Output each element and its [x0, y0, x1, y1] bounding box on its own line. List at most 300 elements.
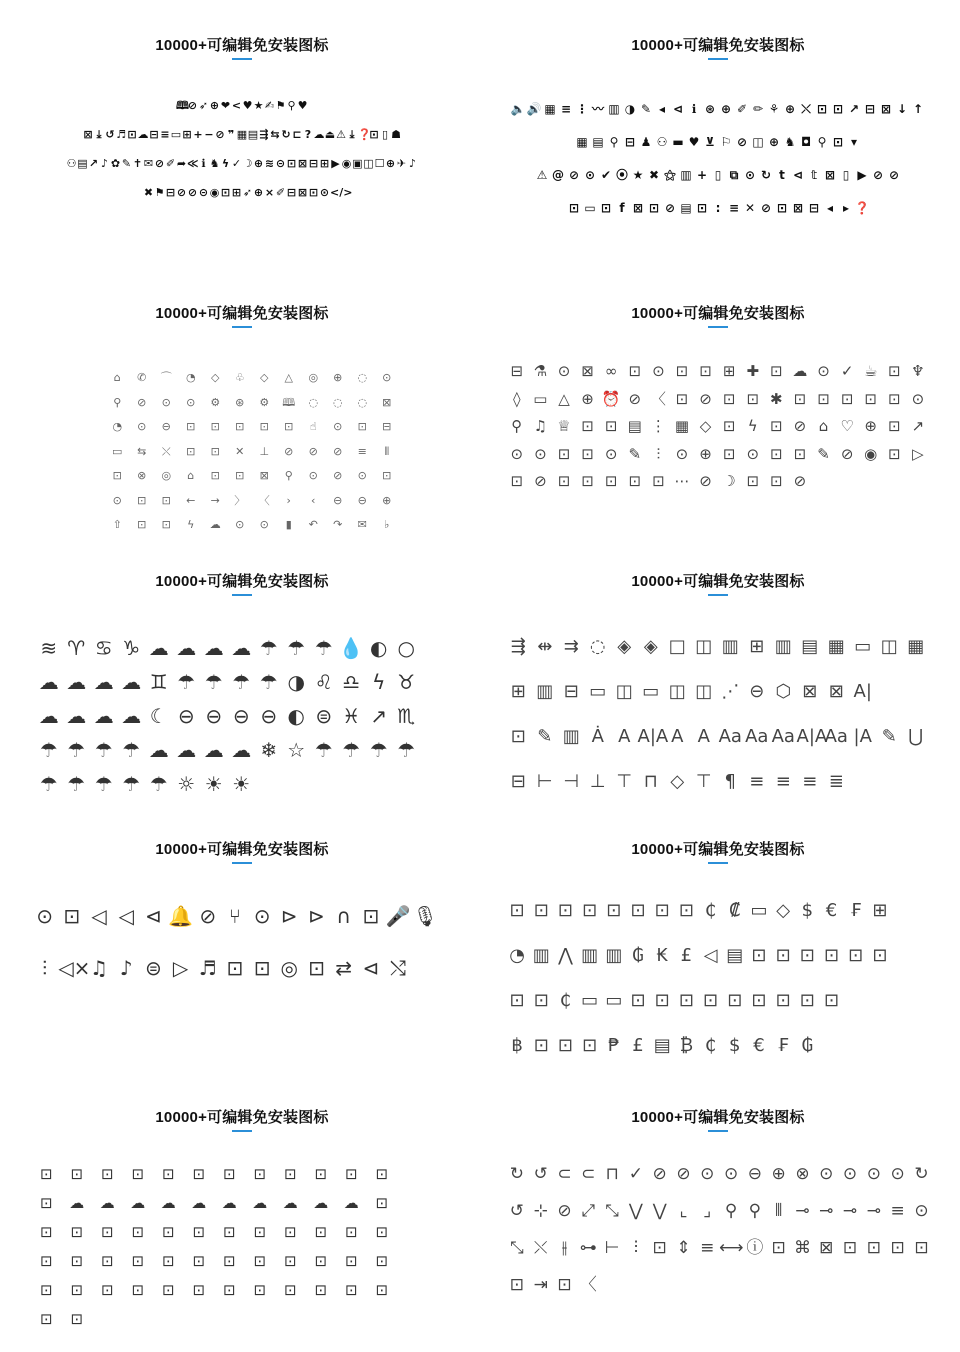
glyph-icon: ◔	[185, 371, 196, 384]
glyph-icon: ⊡	[751, 990, 767, 1011]
glyph-icon: ⊲	[144, 904, 162, 928]
glyph-icon: ⊡	[259, 420, 269, 433]
icon-panel-1	[5, 0, 479, 262]
glyph-icon: A	[618, 726, 631, 747]
glyph-icon: ▭	[605, 990, 623, 1011]
glyph-icon: ⚲	[817, 135, 827, 149]
glyph-icon: ⊡	[770, 472, 783, 490]
glyph-icon: ⋀	[558, 945, 573, 966]
glyph-icon: ⊡	[890, 1238, 905, 1258]
glyph-icon: ⊘	[284, 444, 294, 458]
title-underline	[232, 58, 252, 60]
glyph-icon: ⊡	[192, 1223, 206, 1241]
glyph-icon: ⊡	[39, 1194, 53, 1212]
glyph-icon: ⊘	[793, 472, 807, 490]
glyph-icon: ♟	[640, 135, 652, 149]
glyph-icon: ⊕	[720, 102, 732, 116]
glyph-icon: ⊡	[70, 1252, 84, 1270]
panel-title: 10000+可编辑免安装图标	[631, 841, 805, 858]
glyph-icon: ⚇	[66, 157, 77, 170]
glyph-icon: ⊡	[914, 1238, 929, 1258]
glyph-icon: ☂	[122, 738, 141, 762]
glyph-icon: ⊘	[736, 135, 748, 149]
glyph-icon: ⊙	[161, 395, 171, 409]
glyph-icon: ♌	[314, 670, 333, 694]
glyph-icon: ⊡	[314, 1281, 328, 1299]
glyph-icon: ⊡	[678, 900, 694, 921]
glyph-icon: ⊡	[510, 726, 526, 747]
glyph-icon: ⫶	[656, 444, 661, 463]
glyph-icon: ✆	[137, 371, 147, 384]
glyph-icon: ⊡	[283, 1165, 297, 1183]
glyph-icon: ↗	[88, 157, 99, 170]
glyph-icon: ⊡	[39, 1223, 53, 1241]
glyph-icon: ☆	[287, 738, 306, 762]
glyph-icon: ₣	[849, 900, 862, 921]
glyph-icon: £	[632, 1035, 644, 1056]
glyph-icon: ⊳	[280, 904, 298, 928]
glyph-icon: ✎	[628, 444, 642, 463]
glyph-icon: ⊡	[864, 389, 877, 408]
glyph-icon: +	[193, 128, 203, 141]
glyph-icon: ⊡	[192, 1252, 206, 1270]
glyph-icon: ▥	[581, 945, 599, 966]
glyph-icon: ⇆	[270, 128, 280, 141]
glyph-icon: ⊛	[704, 102, 716, 116]
glyph-icon: ⊡	[186, 420, 196, 433]
glyph-icon: ⊡	[137, 493, 147, 507]
glyph-icon: 🔊	[526, 102, 542, 116]
glyph-icon: ⊠	[297, 186, 308, 199]
glyph-icon: ◇	[260, 371, 269, 384]
glyph-icon: ⊙	[36, 904, 53, 928]
glyph-icon: ⊡	[210, 444, 220, 458]
title-underline	[708, 594, 728, 596]
icon-row	[505, 1203, 955, 1220]
glyph-icon: ⊞	[749, 636, 765, 657]
glyph-icon: ☕	[863, 362, 878, 380]
glyph-icon: ☂	[177, 670, 196, 694]
glyph-icon: ⊠	[632, 201, 644, 215]
glyph-icon: ⊡	[823, 990, 840, 1011]
icon-row	[105, 515, 479, 530]
glyph-icon: ◔	[112, 420, 123, 433]
icon-row	[5, 96, 479, 112]
glyph-icon: ⋁	[652, 1201, 667, 1221]
glyph-icon: ◑	[624, 102, 636, 116]
glyph-icon: ×	[264, 186, 275, 199]
glyph-icon: ▭	[589, 681, 607, 702]
panel-title: 10000+可编辑免安装图标	[631, 573, 805, 590]
glyph-icon: 𝕥	[810, 168, 818, 182]
glyph-icon: ⊡	[675, 362, 689, 380]
icon-row	[505, 902, 955, 920]
glyph-icon: ⌂	[113, 371, 121, 384]
glyph-icon: ♞	[209, 157, 220, 170]
glyph-icon: ☁	[66, 704, 87, 728]
glyph-icon: ☂	[314, 738, 333, 762]
glyph-icon: ⊡	[100, 1252, 114, 1270]
glyph-icon: ⊲	[792, 168, 804, 182]
glyph-icon: ⊘	[872, 168, 884, 182]
glyph-icon: ≡	[357, 444, 367, 458]
glyph-icon: ↺	[533, 1164, 548, 1184]
glyph-icon: ↻	[760, 168, 772, 182]
glyph-icon: ☂	[67, 772, 86, 796]
glyph-icon: ›	[286, 493, 291, 507]
glyph-icon: ₭	[656, 945, 668, 966]
glyph-icon: ⊕	[385, 157, 396, 170]
glyph-icon: ⊘	[699, 472, 712, 490]
glyph-icon: ⊤	[695, 771, 712, 792]
glyph-icon: ⊡	[235, 420, 245, 433]
glyph-icon: ⊙	[186, 395, 196, 409]
glyph-icon: 🔈	[510, 102, 526, 116]
glyph-icon: ⊡	[582, 1035, 598, 1056]
icon-row	[505, 1277, 955, 1294]
glyph-icon: ◌	[332, 395, 343, 409]
icon-row	[505, 683, 955, 701]
glyph-icon: ➶	[242, 186, 253, 199]
glyph-icon: ◇	[776, 900, 791, 921]
glyph-icon: ⊂	[581, 1164, 596, 1184]
glyph-icon: ⊙	[842, 1164, 858, 1184]
glyph-icon: |A	[853, 726, 872, 747]
glyph-icon: ⊡	[39, 1281, 53, 1299]
glyph-icon: ⤓	[349, 128, 355, 141]
glyph-icon: ⊸	[795, 1201, 810, 1221]
icon-row	[505, 363, 955, 379]
glyph-icon: ⊙	[382, 371, 392, 384]
glyph-icon: ⊟	[510, 771, 526, 792]
glyph-icon: ⊕	[253, 157, 264, 170]
glyph-icon: ⊡	[375, 1223, 389, 1241]
glyph-icon: ⊗	[137, 469, 147, 482]
glyph-icon: ⊠	[297, 157, 308, 170]
icon-panel-2	[481, 0, 955, 262]
glyph-icon: ☂	[397, 738, 416, 762]
glyph-icon: ⊠	[819, 1238, 834, 1258]
glyph-icon: ◫	[668, 681, 686, 702]
panel-title: 10000+可编辑免安装图标	[155, 37, 329, 54]
glyph-icon: ⊡	[557, 472, 571, 490]
title-underline	[708, 58, 728, 60]
glyph-icon: ❓	[854, 201, 870, 215]
glyph-icon: ↺	[509, 1201, 525, 1221]
glyph-icon: ☂	[314, 636, 333, 660]
glyph-icon: Aa	[771, 726, 795, 747]
glyph-icon: ⊡	[696, 201, 708, 215]
glyph-icon: ⚐	[720, 135, 732, 149]
glyph-icon: ⊡	[842, 1238, 858, 1258]
glyph-icon: ▭	[584, 201, 596, 215]
glyph-icon: ▭	[533, 389, 548, 408]
glyph-icon: ⊟	[308, 157, 319, 170]
glyph-icon: ☁	[231, 636, 252, 660]
glyph-icon: ⤭	[390, 956, 407, 980]
glyph-icon: ◫	[695, 681, 713, 702]
glyph-icon: ☀	[204, 772, 223, 796]
glyph-icon: ◈	[643, 636, 658, 657]
glyph-icon: ⊕	[209, 99, 220, 112]
glyph-icon: ✓	[231, 157, 242, 170]
glyph-icon: ⊠	[259, 469, 269, 482]
glyph-icon: ⊝	[275, 157, 286, 170]
glyph-icon: ⊙	[333, 420, 343, 433]
glyph-icon: ⊙	[557, 362, 571, 380]
glyph-icon: ⊡	[751, 945, 767, 966]
glyph-icon: ⊡	[722, 389, 736, 408]
glyph-icon: ☂	[94, 738, 113, 762]
glyph-icon: ⊡	[39, 1310, 53, 1328]
glyph-icon: ♓	[342, 704, 361, 728]
glyph-icon: ⦀	[774, 1201, 783, 1221]
glyph-icon: ⊡	[888, 362, 901, 380]
title-underline	[232, 326, 252, 328]
glyph-icon: ⚙	[259, 395, 270, 409]
glyph-icon: ☂	[149, 772, 168, 796]
glyph-icon: ⊙	[112, 493, 122, 507]
glyph-icon: ✐	[736, 102, 748, 116]
glyph-icon: ⊡	[161, 493, 171, 507]
glyph-icon: ⊡	[192, 1281, 206, 1299]
glyph-icon: ⊸	[842, 1201, 858, 1221]
icon-row	[105, 393, 479, 409]
glyph-icon: ❞	[227, 128, 235, 141]
glyph-icon: ⊙	[319, 186, 330, 199]
glyph-icon: ★	[632, 168, 644, 182]
glyph-icon: ⊡	[137, 518, 147, 530]
glyph-icon: ⊡	[222, 1281, 236, 1299]
glyph-icon: ⊡	[283, 1223, 297, 1241]
icon-panel-4	[481, 268, 955, 530]
glyph-icon: ⚲	[724, 1201, 738, 1221]
glyph-icon: ⊡	[770, 444, 783, 463]
panel-title: 10000+可编辑免安装图标	[155, 841, 329, 858]
icon-row	[35, 638, 479, 658]
glyph-icon: ☁	[209, 518, 221, 530]
glyph-icon: ⊡	[222, 1165, 236, 1183]
glyph-icon: ◌	[357, 371, 368, 384]
glyph-icon: :	[715, 201, 721, 215]
glyph-icon: ⊡	[131, 1252, 145, 1270]
icon-row	[35, 672, 479, 692]
glyph-icon: ⊹	[533, 1201, 548, 1221]
glyph-icon: −	[204, 128, 214, 141]
glyph-icon: ♥	[297, 99, 308, 112]
glyph-icon: ☁	[792, 362, 808, 380]
glyph-icon: ↻	[281, 128, 291, 141]
glyph-icon: ⊙	[700, 1164, 715, 1184]
glyph-icon: ☁	[160, 1194, 176, 1212]
icon-row	[31, 1195, 479, 1211]
glyph-icon: ♈	[67, 636, 86, 660]
glyph-icon: ♪	[408, 157, 417, 170]
glyph-icon: ⊡	[314, 1223, 328, 1241]
icon-row	[505, 947, 955, 965]
glyph-icon: ⊡	[703, 990, 719, 1011]
glyph-icon: ⊖	[747, 1164, 762, 1184]
panel-title: 10000+可编辑免安装图标	[155, 1109, 329, 1126]
glyph-icon: ⊘	[664, 201, 676, 215]
glyph-icon: @	[552, 168, 564, 182]
glyph-icon: ⊡	[746, 472, 760, 490]
glyph-icon: ⊡	[604, 417, 618, 435]
glyph-icon: ⊻	[705, 135, 715, 149]
glyph-icon: ⚲	[748, 1201, 762, 1221]
glyph-icon: ⊡	[793, 444, 807, 463]
glyph-icon: ⇉	[563, 636, 579, 657]
panel-title: 10000+可编辑免安装图标	[631, 1109, 805, 1126]
glyph-icon: ⊡	[220, 186, 231, 199]
glyph-icon: ⊠	[83, 128, 93, 141]
glyph-icon: ↷	[333, 518, 343, 530]
glyph-icon: ✿	[110, 157, 121, 170]
glyph-icon: ⋯	[674, 472, 690, 490]
glyph-icon: ◫	[880, 636, 898, 657]
glyph-icon: ⊡	[557, 1035, 574, 1056]
glyph-icon: ⊡	[344, 1223, 358, 1241]
glyph-icon: ⊡	[872, 945, 888, 966]
glyph-icon: ⊙	[604, 444, 618, 463]
glyph-icon: ✎	[640, 102, 652, 116]
glyph-icon: ⇄	[335, 956, 353, 980]
glyph-icon: ≡	[802, 771, 818, 792]
glyph-icon: ⬡	[775, 681, 792, 702]
glyph-icon: ⌞	[679, 1201, 688, 1221]
glyph-icon: ⊡	[192, 1165, 206, 1183]
glyph-icon: ▤	[592, 135, 604, 149]
glyph-icon: ⚘	[768, 102, 780, 116]
glyph-icon: ⌘	[793, 1238, 811, 1258]
glyph-icon: ⊟	[149, 128, 159, 141]
icon-panel-8	[481, 804, 955, 1066]
glyph-icon: ▦	[544, 102, 556, 116]
glyph-icon: ☁	[66, 670, 87, 694]
glyph-icon: ▭	[170, 128, 182, 141]
glyph-icon: ▤	[77, 157, 88, 170]
glyph-icon: ⊠	[802, 681, 818, 702]
glyph-icon: ⊥	[259, 444, 270, 458]
glyph-icon: ♊	[149, 670, 168, 694]
glyph-icon: ⤬	[533, 1238, 548, 1258]
glyph-icon: ⚗	[533, 362, 548, 380]
glyph-icon: ↑	[912, 102, 924, 116]
glyph-icon: ♆	[911, 362, 925, 380]
glyph-icon: ⊟	[510, 362, 524, 380]
icon-row	[481, 166, 955, 182]
glyph-icon: ☽	[242, 157, 253, 170]
glyph-icon: ◁	[91, 904, 107, 928]
glyph-icon: ⊡	[568, 201, 580, 215]
glyph-icon: ⟷	[719, 1238, 744, 1258]
icon-row	[105, 491, 479, 507]
glyph-icon: ⊟	[165, 186, 176, 199]
glyph-icon: ⋰	[721, 681, 740, 702]
glyph-icon: ⊘	[699, 389, 712, 408]
icon-row	[5, 183, 479, 199]
glyph-icon: ≡	[890, 1201, 905, 1221]
glyph-icon: ♉	[397, 670, 416, 694]
glyph-icon: ★	[253, 99, 264, 112]
glyph-icon: ✈	[396, 157, 407, 170]
glyph-icon: ↺	[105, 128, 115, 141]
glyph-icon: ✓	[628, 1164, 643, 1184]
glyph-icon: $	[729, 1035, 741, 1056]
glyph-icon: ⊜	[144, 956, 162, 980]
glyph-icon: ⊙	[723, 1164, 739, 1184]
glyph-icon: ₵	[704, 900, 717, 921]
glyph-icon: ♋	[94, 636, 113, 660]
glyph-icon: ⊠	[880, 102, 892, 116]
glyph-icon: ☂	[67, 738, 86, 762]
icon-row	[105, 417, 479, 433]
glyph-icon: ⊡	[816, 102, 828, 116]
glyph-icon: ⏰	[601, 389, 621, 408]
glyph-icon: ←	[186, 493, 196, 507]
glyph-icon: ⊞	[722, 362, 736, 380]
glyph-icon: ⊡	[654, 990, 670, 1011]
glyph-icon: ⊙	[235, 518, 245, 530]
glyph-icon: ◫	[752, 135, 764, 149]
glyph-icon: ◫	[615, 681, 633, 702]
glyph-icon: ⊙	[308, 469, 318, 482]
glyph-icon: ⊕	[768, 135, 780, 149]
glyph-icon: ⊡	[840, 389, 854, 408]
glyph-icon: ≪	[187, 157, 199, 170]
glyph-icon: ⊡	[210, 420, 220, 433]
glyph-icon: △	[558, 389, 570, 408]
glyph-icon: ✎	[121, 157, 132, 170]
icon-row	[505, 728, 955, 746]
glyph-icon: ☁	[252, 1194, 268, 1212]
glyph-icon: ⊟	[864, 102, 876, 116]
glyph-icon: ⊡	[799, 990, 815, 1011]
glyph-icon: ≡	[728, 201, 740, 215]
glyph-icon: ∩	[336, 904, 351, 928]
glyph-icon: ♫	[90, 956, 108, 980]
glyph-icon: ⊘	[840, 444, 854, 463]
glyph-icon: ⊡	[375, 1194, 389, 1212]
glyph-icon: ☁	[313, 1194, 329, 1212]
glyph-icon: ☁	[191, 1194, 207, 1212]
glyph-icon: ⊙	[510, 444, 524, 463]
glyph-icon: ⊡	[630, 990, 646, 1011]
glyph-icon: ⊡	[283, 1281, 297, 1299]
glyph-icon: $	[801, 900, 814, 921]
icon-row	[35, 740, 479, 760]
glyph-icon: ⊟	[808, 201, 820, 215]
glyph-icon: ⤡	[605, 1201, 619, 1221]
glyph-icon: ⊙	[259, 518, 269, 530]
glyph-icon: ♥	[688, 135, 700, 149]
glyph-icon: ◇	[211, 371, 220, 384]
glyph-icon: ⊡	[100, 1223, 114, 1241]
glyph-icon: ⊲	[362, 956, 380, 980]
glyph-icon: ♫	[533, 417, 548, 435]
glyph-icon: ✉	[143, 157, 154, 170]
icon-panel-5	[5, 536, 479, 798]
glyph-icon: ↻	[914, 1164, 929, 1184]
glyph-icon: ☁	[99, 1194, 115, 1212]
glyph-icon: ▦	[827, 636, 845, 657]
glyph-icon: ⊕	[864, 417, 877, 435]
glyph-icon: ☁	[231, 738, 252, 762]
glyph-icon: ⊡	[652, 472, 665, 490]
glyph-icon: ₿	[679, 1035, 694, 1056]
glyph-icon: ฿	[511, 1035, 523, 1056]
glyph-icon: ○	[397, 636, 415, 660]
